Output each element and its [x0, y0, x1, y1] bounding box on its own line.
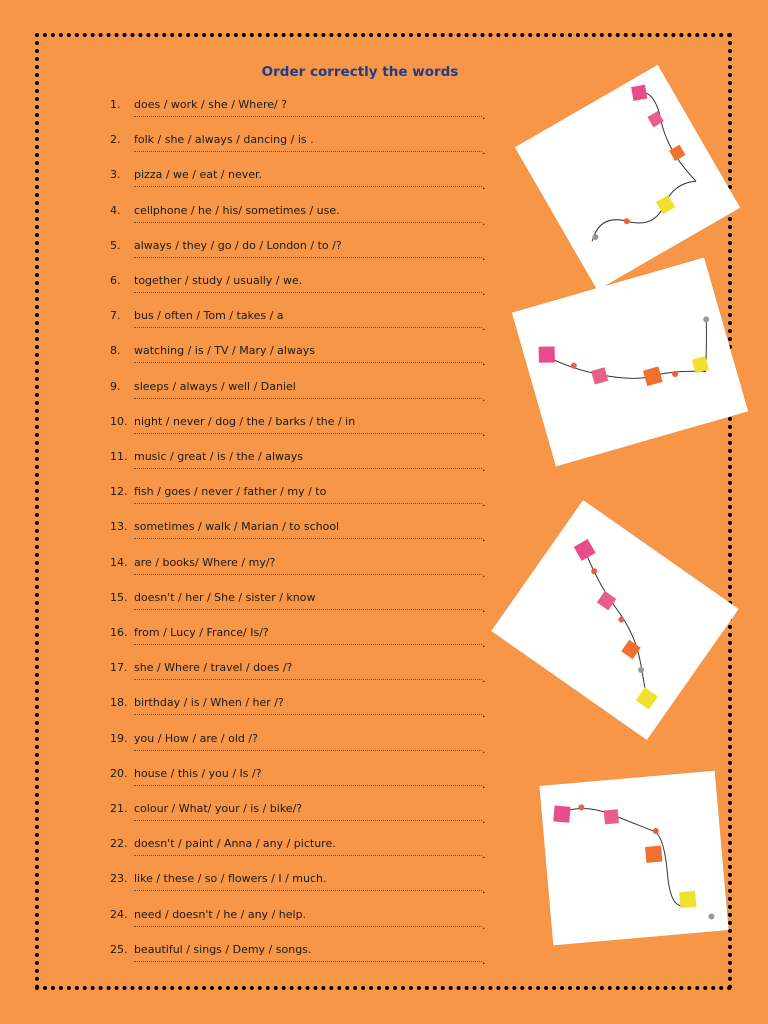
item-number: 18. — [110, 696, 128, 710]
answer-line[interactable] — [134, 926, 482, 927]
item-number: 22. — [110, 837, 128, 851]
scrambled-words: watching / is / TV / Mary / always — [134, 344, 315, 358]
answer-line-end: . — [482, 496, 486, 510]
exercise-item — [0, 661, 520, 695]
scrambled-words: together / study / usually / we. — [134, 274, 303, 287]
scrambled-words: birthday / is / When / her /? — [134, 696, 284, 710]
answer-line-end: . — [482, 425, 486, 439]
item-number: 20. — [110, 766, 128, 780]
item-number: 5. — [110, 238, 121, 252]
answer-line[interactable] — [134, 116, 482, 117]
answer-line-end: . — [482, 953, 486, 967]
answer-line-end: . — [482, 883, 486, 897]
exercise-item — [0, 520, 520, 554]
scrambled-words: need / doesn't / he / any / help. — [134, 907, 307, 921]
item-number: 16. — [110, 626, 128, 639]
exercise-item — [0, 767, 520, 801]
answer-line[interactable] — [134, 855, 482, 856]
exercise-item — [0, 344, 520, 378]
exercise-item — [0, 732, 520, 766]
answer-line[interactable] — [134, 222, 482, 223]
exercise-item — [0, 943, 520, 977]
scrambled-words: house / this / you / Is /? — [134, 766, 262, 780]
scrambled-words: pizza / we / eat / never. — [134, 168, 263, 182]
answer-line[interactable] — [134, 327, 482, 328]
answer-line-end: . — [482, 109, 486, 122]
answer-line[interactable] — [134, 398, 482, 399]
item-number: 12. — [110, 485, 128, 499]
answer-line[interactable] — [134, 257, 482, 258]
answer-line[interactable] — [134, 609, 482, 610]
item-number: 13. — [110, 520, 128, 534]
answer-line-end: . — [482, 601, 486, 615]
answer-line[interactable] — [134, 292, 482, 293]
item-number: 11. — [110, 450, 128, 463]
exercise-item — [0, 626, 520, 660]
exercise-item — [0, 485, 520, 519]
answer-line[interactable] — [134, 433, 482, 434]
exercise-item — [0, 133, 520, 167]
answer-line[interactable] — [134, 151, 482, 152]
answer-line-end: . — [482, 249, 486, 263]
scrambled-words: doesn't / paint / Anna / any / picture. — [134, 837, 336, 851]
worksheet-title: Order correctly the words — [261, 64, 459, 80]
exercise-item — [0, 168, 520, 202]
answer-line[interactable] — [134, 503, 482, 504]
answer-line-end: . — [482, 390, 486, 404]
answer-line-end: . — [482, 214, 486, 228]
scrambled-words: colour / What/ your / is / bike/? — [134, 802, 303, 815]
answer-line[interactable] — [134, 785, 482, 786]
exercise-item — [0, 872, 520, 906]
exercise-item — [0, 204, 520, 238]
exercise-item — [0, 908, 520, 942]
exercise-item — [0, 591, 520, 625]
exercise-item — [0, 837, 520, 871]
answer-line-end: . — [482, 707, 486, 721]
answer-line[interactable] — [134, 890, 482, 891]
answer-line[interactable] — [134, 538, 482, 539]
answer-line[interactable] — [134, 679, 482, 680]
scrambled-words: folk / she / always / dancing / is . — [134, 133, 314, 147]
answer-line-end: . — [482, 813, 486, 826]
item-number: 6. — [110, 274, 121, 287]
kite-card-4 — [539, 771, 728, 946]
item-number: 24. — [110, 907, 128, 921]
kite-string-illustration — [539, 771, 728, 946]
scrambled-words: are / books/ Where / my/? — [134, 555, 276, 569]
scrambled-words: beautiful / sings / Demy / songs. — [134, 942, 312, 956]
item-number: 10. — [110, 414, 128, 428]
answer-line-end: . — [482, 848, 486, 862]
exercise-item — [0, 696, 520, 730]
exercise-item — [0, 274, 520, 308]
answer-line-end: . — [482, 355, 486, 369]
item-number: 3. — [110, 168, 121, 182]
answer-line[interactable] — [134, 362, 482, 363]
exercise-item — [0, 556, 520, 590]
exercise-item — [0, 802, 520, 836]
item-number: 4. — [110, 203, 121, 217]
scrambled-words: always / they / go / do / London / to /? — [134, 238, 342, 252]
answer-line-end: . — [482, 742, 486, 756]
answer-line-end: . — [482, 144, 486, 158]
exercise-item — [0, 239, 520, 273]
exercise-item — [0, 98, 520, 132]
scrambled-words: from / Lucy / France/ Is/? — [134, 626, 269, 639]
scrambled-words: cellphone / he / his/ sometimes / use. — [134, 203, 340, 217]
answer-line-end: . — [482, 531, 486, 545]
answer-line[interactable] — [134, 961, 482, 962]
item-number: 21. — [110, 802, 128, 815]
item-number: 15. — [110, 590, 128, 604]
answer-line[interactable] — [134, 574, 482, 575]
item-number: 2. — [110, 133, 121, 147]
scrambled-words: sometimes / walk / Marian / to school — [134, 520, 340, 534]
answer-line-end: . — [482, 320, 486, 334]
scrambled-words: music / great / is / the / always — [134, 450, 304, 463]
answer-line-end: . — [482, 179, 486, 193]
answer-line[interactable] — [134, 714, 482, 715]
answer-line-end: . — [482, 777, 486, 791]
answer-line-end: . — [482, 566, 486, 580]
answer-line-end: . — [482, 285, 486, 298]
item-number: 17. — [110, 661, 128, 675]
scrambled-words: does / work / she / Where/ ? — [134, 98, 288, 111]
answer-line-end: . — [482, 637, 486, 650]
item-number: 23. — [110, 872, 128, 886]
answer-line[interactable] — [134, 820, 482, 821]
exercise-item — [0, 450, 520, 484]
exercise-item — [0, 309, 520, 343]
answer-line[interactable] — [134, 750, 482, 751]
answer-line-end: . — [482, 461, 486, 474]
scrambled-words: like / these / so / flowers / I / much. — [134, 872, 327, 886]
exercise-item — [0, 380, 520, 414]
answer-line[interactable] — [134, 644, 482, 645]
scrambled-words: she / Where / travel / does /? — [134, 661, 293, 675]
exercise-item — [0, 415, 520, 449]
scrambled-words: you / How / are / old /? — [134, 731, 258, 745]
item-number: 14. — [110, 555, 128, 569]
item-number: 8. — [110, 344, 121, 358]
item-number: 1. — [110, 98, 121, 111]
scrambled-words: bus / often / Tom / takes / a — [134, 309, 284, 323]
scrambled-words: sleeps / always / well / Daniel — [134, 379, 296, 393]
answer-line-end: . — [482, 918, 486, 932]
answer-line[interactable] — [134, 186, 482, 187]
answer-line[interactable] — [134, 468, 482, 469]
scrambled-words: fish / goes / never / father / my / to — [134, 485, 327, 499]
item-number: 7. — [110, 309, 121, 323]
item-number: 9. — [110, 379, 121, 393]
item-number: 25. — [110, 942, 128, 956]
item-number: 19. — [110, 731, 128, 745]
scrambled-words: night / never / dog / the / barks / the / in — [134, 414, 356, 428]
scrambled-words: doesn't / her / She / sister / know — [134, 590, 316, 604]
answer-line-end: . — [482, 672, 486, 686]
